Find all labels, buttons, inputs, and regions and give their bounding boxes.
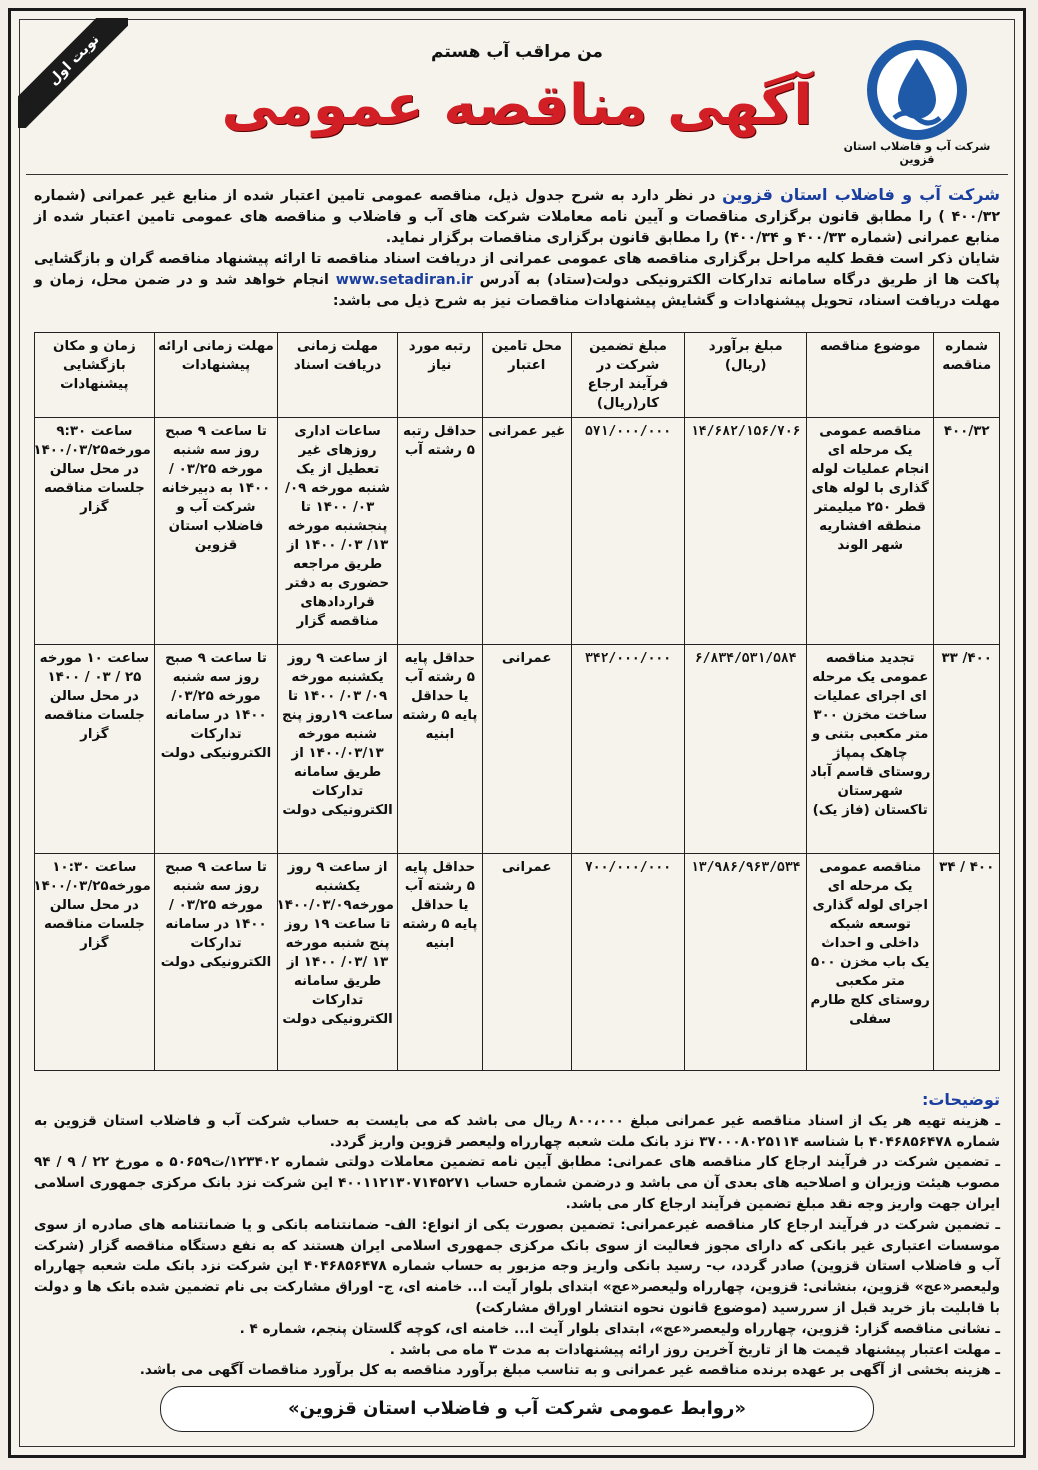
cell-opening: ساعت ۱۰ مورخه ۲۵ / ۰۳ / ۱۴۰۰ در محل سالن جلسات مناقصه گزار xyxy=(35,645,155,854)
header-funding: محل تامین اعتبار xyxy=(482,333,571,418)
intro-paragraph-2b: انجام خواهد شد و در ضمن محل، زمان و مهلت دریافت اسناد، تحویل پیشنهادات و گشایش پیشنهادات مناقصات نیز به شرح ذیل می باشد: xyxy=(34,272,1000,309)
cell-subject: مناقصه عمومی یک مرحله ای اجرای لوله گذاری توسعه شبکه داخلی و احداث یک باب مخزن ۵۰۰ متر مکعبی روستای کلج طارم سفلی xyxy=(807,854,934,1071)
note-item: ـ هزینه بخشی از آگهی بر عهده برنده مناقصه غیر عمرانی و به تناسب مبلغ برآورد مناقصه به کل برآورد مناقصات آگهی می باشد. xyxy=(139,1362,1000,1379)
table-header-row xyxy=(35,333,1000,418)
cell-funding: غیر عمرانی xyxy=(482,418,571,645)
cell-tender-number: ۴۰۰ / ۳۴ xyxy=(934,854,1000,1071)
header-estimate: مبلغ برآورد (ریال) xyxy=(685,333,807,418)
header-tender-number: شماره مناقصه xyxy=(934,333,1000,418)
cell-guarantee: ۵۷۱/۰۰۰/۰۰۰ xyxy=(571,418,685,645)
note-item: ـ نشانی مناقصه گزار: قزوین، چهارراه ولیعصر«عج»، ابتدای بلوار آیت ا... خامنه ای، کوچه گلستان پنجم، شماره ۴ . xyxy=(239,1320,1000,1337)
cell-tender-number: ۴۰۰/ ۳۳ xyxy=(934,645,1000,854)
header-doc-deadline: مهلت زمانی دریافت اسناد xyxy=(278,333,398,418)
cell-proposal-deadline: تا ساعت ۹ صبح روز سه شنبه مورخه ۰۳/۲۵ / ۱۴۰۰ به دبیرخانه شرکت آب و فاضلاب استان قزوین xyxy=(154,418,278,645)
cell-guarantee: ۳۴۲/۰۰۰/۰۰۰ xyxy=(571,645,685,854)
cell-opening: ساعت ۱۰:۳۰ مورخه۱۴۰۰/۰۳/۲۵ در محل سالن جلسات مناقصه گزار xyxy=(35,854,155,1071)
edition-badge-label: نوبت اول xyxy=(18,18,128,128)
company-logo xyxy=(842,38,992,166)
organization-name: شرکت آب و فاضلاب استان قزوین xyxy=(722,185,1000,204)
inner-frame xyxy=(19,19,1015,1447)
cell-estimate: ۶/۸۳۴/۵۳۱/۵۸۴ xyxy=(685,645,807,854)
note-item: ـ هزینه تهیه هر یک از اسناد مناقصه غیر عمرانی مبلغ ۸۰۰،۰۰۰ ریال می باشد که می بایست به حساب شرکت آب و فاضلاب استان قزوین به شماره ۴۰۴۶۸۵۶۴۷۸ با شناسه ۳۷۰۰۰۸۰۲۵۱۱۴ نزد بانک ملت شعبه چهارراه ولیعصر قزوین واریز گردد. xyxy=(34,1112,1000,1150)
header xyxy=(20,20,1014,170)
cell-grade: حداقل پایه ۵ رشته آب یا حداقل پایه ۵ رشته ابنیه xyxy=(397,854,482,1071)
cell-tender-number: ۴۰۰/۳۲ xyxy=(934,418,1000,645)
note-item: ـ مهلت اعتبار پیشنهاد قیمت ها از تاریخ آخرین روز ارائه پیشنهادات به مدت ۳ ماه می باشد . xyxy=(389,1341,1000,1358)
cell-opening: ساعت ۹:۳۰ مورخه۱۴۰۰/۰۳/۲۵ در محل سالن جلسات مناقصه گزار xyxy=(35,418,155,645)
cell-funding: عمرانی xyxy=(482,854,571,1071)
intro-paragraph-1: در نظر دارد به شرح جدول ذیل، مناقصه عمومی تامین اعتبار شده از منابع غیر عمرانی (شماره ۴۰۰/۳۲ ) را مطابق قانون برگزاری مناقصات و آیین نامه معاملات شرکت های آب و فاضلاب و مناقصه های عمومی تامین اعتبار شده از منابع عمرانی (شماره ۴۰۰/۳۳ و ۴۰۰/۳۴) را مطابق قانون برگزاری مناقصات برگزار نماید. xyxy=(34,188,1000,246)
intro-text xyxy=(34,184,1000,312)
cell-doc-deadline: از ساعت ۹ روز یکشنبه مورخه۱۴۰۰/۰۳/۰۹ تا ساعت ۱۹ روز پنج شنبه مورخه ۱۳ /۰۳/ ۱۴۰۰ از طریق سامانه تدارکات الکترونیکی دولت xyxy=(278,854,398,1071)
slogan: من مراقب آب هستم xyxy=(431,42,603,62)
cell-doc-deadline: از ساعت ۹ روز یکشنبه مورخه ۰۹/ ۰۳/ ۱۴۰۰ تا ساعت ۱۹روز پنج شنبه مورخه ۱۴۰۰/۰۳/۱۳ از طریق سامانه تدارکات الکترونیکی دولت xyxy=(278,645,398,854)
cell-subject: مناقصه عمومی یک مرحله ای انجام عملیات لوله گذاری با لوله های قطر ۲۵۰ میلیمتر منطقه افشاریه شهر الوند xyxy=(807,418,934,645)
cell-guarantee: ۷۰۰/۰۰۰/۰۰۰ xyxy=(571,854,685,1071)
note-item: ـ تضمین شرکت در فرآیند ارجاع کار مناقصه های عمرانی: مطابق آیین نامه تضمین معاملات دولتی شماره ۱۲۳۴۰۲/ت۵۰۶۵۹ ه مورخ ۲۲ / ۹ / ۹۴ مصوب هیئت وزیران و اصلاحیه های بعدی آن می باشد و درضمن شماره حساب ۴۰۰۱۱۲۱۳۰۷۱۴۵۲۷۱ این شرکت نزد بانک مرکزی جمهوری اسلامی ایران جهت واریز وجه نقد مبلغ تضمین فرآیند ارجاع کار می باشد. xyxy=(34,1154,1001,1212)
advertisement-page xyxy=(8,8,1026,1458)
water-drop-logo-icon xyxy=(842,38,992,146)
cell-estimate: ۱۳/۹۸۶/۹۶۳/۵۳۴ xyxy=(685,854,807,1071)
cell-grade: حداقل رتبه ۵ رشته آب xyxy=(397,418,482,645)
header-guarantee: مبلغ تضمین شرکت در فرآیند ارجاع کار(ریال) xyxy=(571,333,685,418)
header-proposal-deadline: مهلت زمانی ارائه پیشنهادات xyxy=(154,333,278,418)
tender-table xyxy=(34,332,1000,1071)
logo-caption: شرکت آب و فاضلاب استان قزوین xyxy=(843,140,991,166)
header-subject: موضوع مناقصه xyxy=(807,333,934,418)
table-row xyxy=(35,854,1000,1071)
page-title: آگهی مناقصه عمومی xyxy=(221,73,813,138)
notes-title: توضیحات: xyxy=(921,1090,1000,1109)
cell-estimate: ۱۴/۶۸۲/۱۵۶/۷۰۶ xyxy=(685,418,807,645)
table-row xyxy=(35,418,1000,645)
notes-section xyxy=(34,1090,1000,1381)
header-grade: رتبه مورد نیاز xyxy=(397,333,482,418)
cell-funding: عمرانی xyxy=(482,645,571,854)
cell-doc-deadline: ساعات اداری روزهای غیر تعطیل از یک شنبه مورخه ۰۹/ ۰۳/ ۱۴۰۰ تا پنجشنبه مورخه ۱۳/ ۰۳/ ۱۴۰۰ از طریق مراجعه حضوری به دفتر قراردادهای مناقصه گزار xyxy=(278,418,398,645)
note-item: ـ تضمین شرکت در فرآیند ارجاع کار مناقصه غیرعمرانی: تضمین بصورت یکی از انواع: الف- ضمانتنامه بانکی و یا ضمانتنامه های صادره از سوی موسسات اعتباری غیر بانکی که دارای مجوز فعالیت از سوی بانک مرکزی جمهوری اسلامی ایران هستند که به نفع دستگاه مناقصه گزار (شرکت آب و فاضلاب استان قزوین) صادر گردد، ب- رسید بانکی واریز وجه مزبور به حساب شماره ۴۰۴۶۸۵۶۴۷۸ این شرکت نزد بانک ملت شعبه چهارراه ولیعصر«عج» قزوین، بنشانی: قزوین، چهارراه ولیعصر«عج» ابتدای بلوار آیت ا... خامنه ای، ج- اوراق مشارکت بی نام تضمین شده بانک ها و دولت با قابلیت باز خرید قبل از سررسید (موضوع قانون نحوه انتشار اوراق مشارکت) xyxy=(34,1216,1000,1316)
cell-grade: حداقل پایه ۵ رشته آب یا حداقل پایه ۵ رشته ابنیه xyxy=(397,645,482,854)
header-divider xyxy=(26,174,1008,175)
header-opening: زمان و مکان بازگشایی پیشنهادات xyxy=(35,333,155,418)
table-row xyxy=(35,645,1000,854)
cell-proposal-deadline: تا ساعت ۹ صبح روز سه شنبه مورخه ۰۳/۲۵/ ۱۴۰۰ در سامانه تدارکات الکترونیکی دولت xyxy=(154,645,278,854)
public-relations-footer: «روابط عمومی شرکت آب و فاضلاب استان قزوین» xyxy=(160,1386,874,1432)
setad-link[interactable]: www.setadiran.ir xyxy=(335,272,473,288)
cell-subject: تجدید مناقصه عمومی یک مرحله ای اجرای عملیات ساخت مخزن ۳۰۰ متر مکعبی بتنی و چاهک پمپاژ روستای قاسم آباد شهرستان تاکستان (فاز یک) xyxy=(807,645,934,854)
cell-proposal-deadline: تا ساعت ۹ صبح روز سه شنبه مورخه ۰۳/۲۵ / ۱۴۰۰ در سامانه تدارکات الکترونیکی دولت xyxy=(154,854,278,1071)
tender-table-wrapper xyxy=(34,332,1000,1071)
intro-paragraph-2a: شایان ذکر است فقط کلیه مراحل برگزاری مناقصه های عمومی عمرانی از دریافت اسناد مناقصه تا ارائه پیشنهاد مناقصه گران و بازگشایی پاکت ها از طریق درگاه سامانه تدارکات الکترونیکی دولت(ستاد) به آدرس xyxy=(34,251,1000,288)
